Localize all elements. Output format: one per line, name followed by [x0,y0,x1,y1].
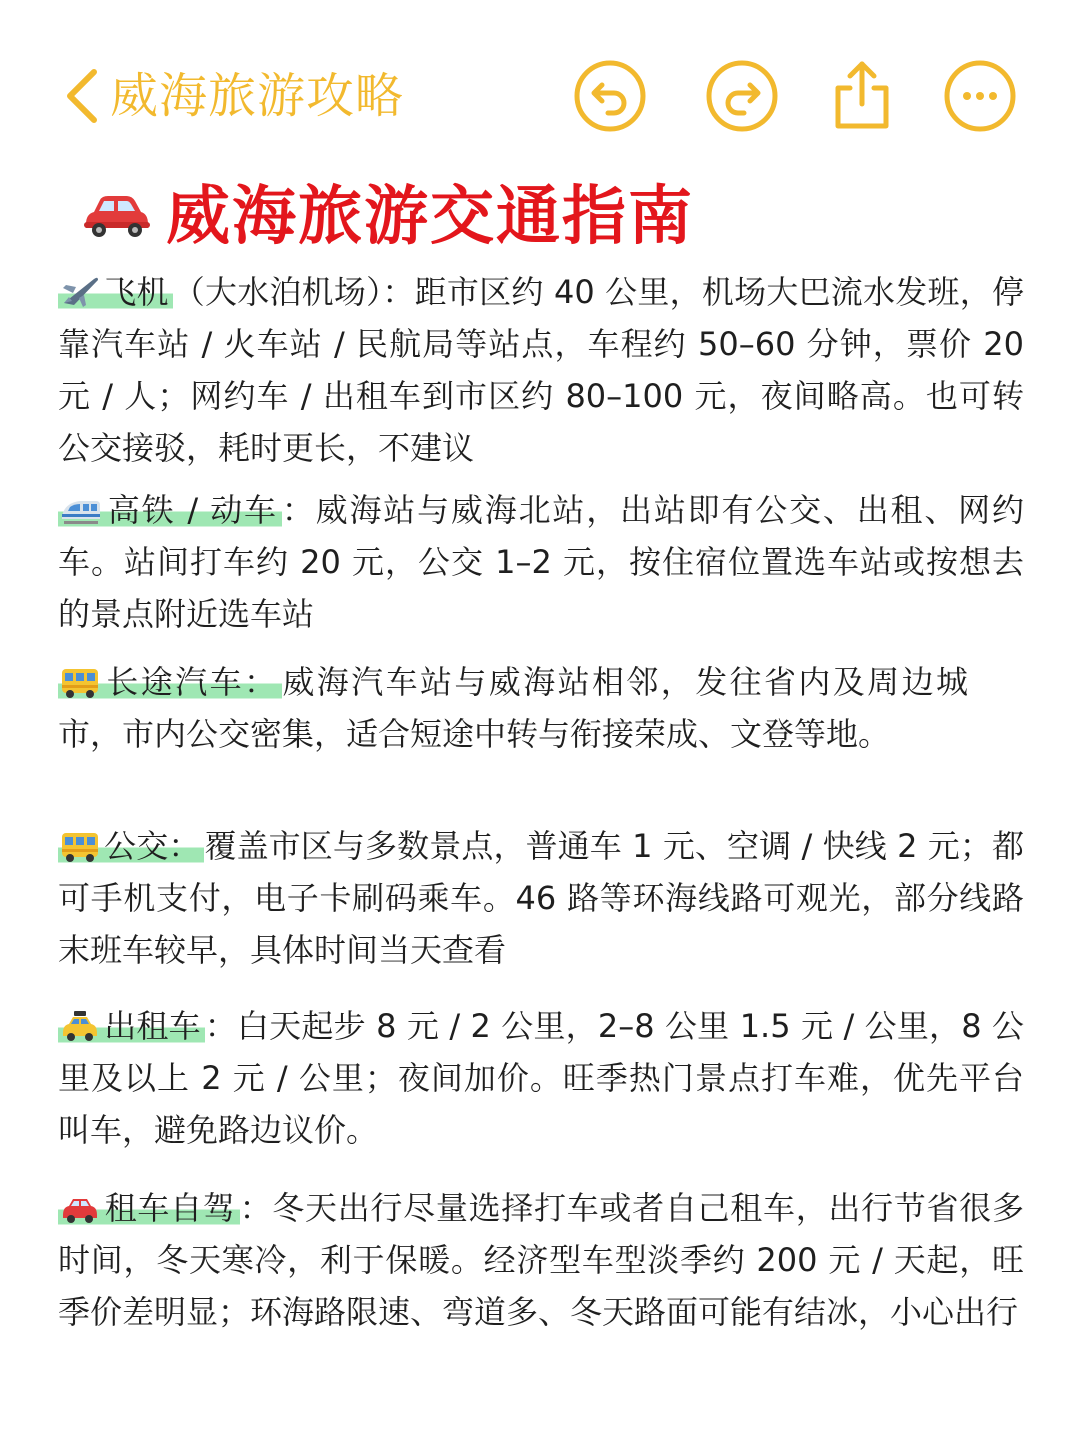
top-bar [0,0,1080,190]
section-tag: 租车自驾 [58,1189,240,1227]
share-icon [824,58,900,134]
section-tag: 长途汽车： [58,663,282,701]
headline [80,172,694,262]
section-taxi [58,1000,1024,1156]
nav-title: 威海旅游攻略 [110,68,405,124]
section-airplane [58,266,1024,474]
share-button[interactable] [824,58,900,134]
section-tag: 高铁 / 动车 [58,491,282,529]
bus-icon [60,665,100,699]
section-body: 白天起步 8 元 / 2 公里，2–8 公里 1.5 元 / 公里，8 公里及以上 2 元 / 公里；夜间加价。旺季热门景点打车难，优先平台叫车，避免路边议价。 [58,1007,1024,1149]
bullet-train-icon [60,493,102,527]
section-body: 威海汽车站与威海站相邻，发往省内及周边城市，市内公交密集，适合短途中转与衔接荣成、文登等地。 [58,663,968,753]
section-separator: （大水泊机场）： [172,273,415,311]
undo-icon [572,58,648,134]
page-title: 威海旅游交通指南 [166,180,694,254]
back-chevron-icon [60,66,104,126]
section-body: 威海站与威海北站，出站即有公交、出租、网约车。站间打车约 20 元，公交 1–2 元，按住宿位置选车站或按想去的景点附近选车站 [58,491,1024,633]
undo-button[interactable] [572,58,648,134]
section-separator: ： [204,1007,237,1045]
bus-icon [60,829,100,863]
red-car-icon [80,192,152,242]
section-tag: 出租车 [58,1007,205,1045]
red-car-icon [60,1191,100,1225]
redo-button[interactable] [704,58,780,134]
section-separator: ： [281,491,316,529]
section-body: 覆盖市区与多数景点，普通车 1 元、空调 / 快线 2 元；都可手机支付，电子卡刷码乘车。46 路等环海线路可观光，部分线路末班车较早，具体时间当天查看 [58,827,1024,969]
section-body: 距市区约 40 公里，机场大巴流水发班，停靠汽车站 / 火车站 / 民航局等站点，车程约 50–60 分钟，票价 20 元 / 人；网约车 / 出租车到市区约 80–100 元，夜间略高。也可转公交接驳，耗时更长，不建议 [58,273,1024,467]
more-button[interactable] [942,58,1018,134]
section-tag: 公交： [58,827,204,865]
airplane-icon [60,273,100,309]
section-tag: 飞机 [58,273,173,311]
section-body: 冬天出行尽量选择打车或者自己租车，出行节省很多时间，冬天寒冷，利于保暖。经济型车型淡季约 200 元 / 天起，旺季价差明显；环海路限速、弯道多、冬天路面可能有结冰，小心出行 [58,1189,1024,1331]
section-city-bus [58,820,1024,976]
section-long-distance-bus [58,656,968,760]
back-button[interactable] [60,58,404,134]
section-self-drive [58,1182,1024,1338]
more-icon [942,58,1018,134]
taxi-icon [60,1009,100,1043]
redo-icon [704,58,780,134]
section-high-speed-rail [58,484,1024,640]
section-separator: ： [239,1189,273,1227]
